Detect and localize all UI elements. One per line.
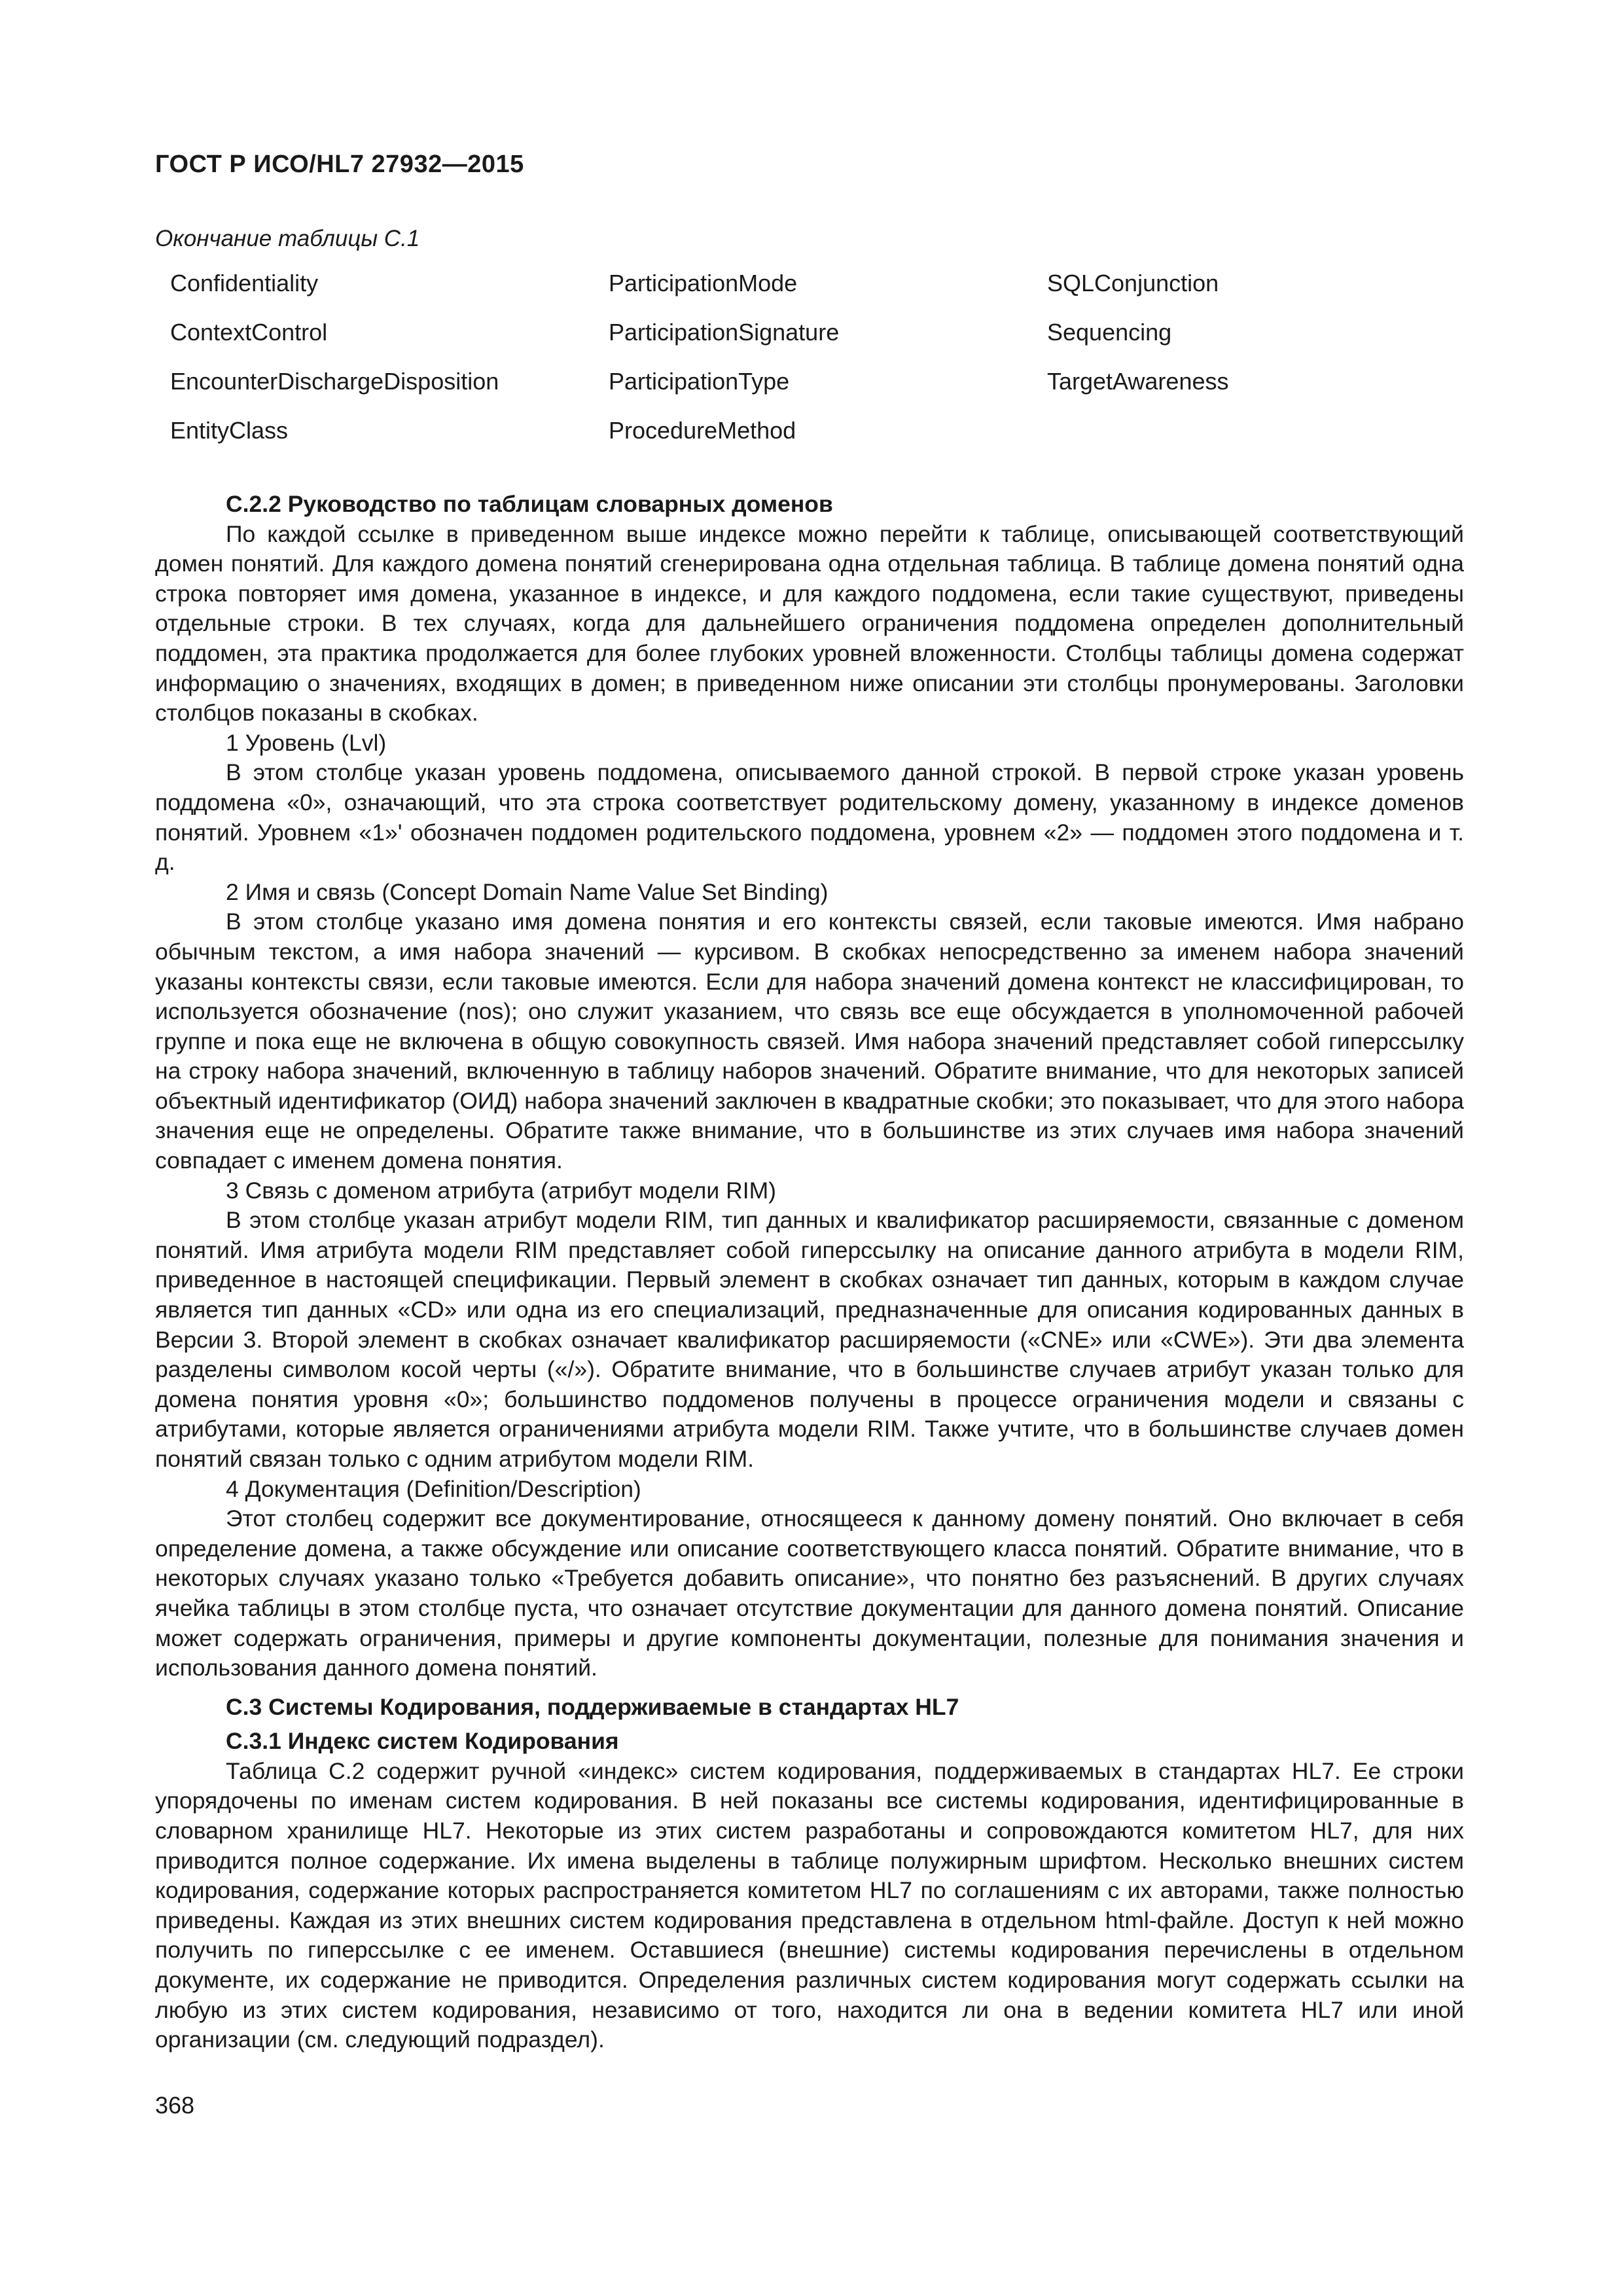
item-title-level: 1 Уровень (Lvl) (226, 729, 387, 756)
table-cell (1047, 417, 1440, 466)
table-cell: Confidentiality (170, 270, 319, 296)
item-title-documentation: 4 Документация (Definition/Description) (226, 1475, 641, 1502)
paragraph-intro: По каждой ссылке в приведенном выше индексе можно перейти к таблице, описывающей соответствующий домен понятий. Для каждого домена понятий сгенерирована одна отдельная таблица. В таблице домена понятий одна строка повторяет имя домена, указанное в индексе, и для каждого поддомена, если такие существуют, приведены отдельные строки. В тех случаях, когда для дальнейшего ограничения поддомена определен дополнительный поддомен, эта практика продолжается для более глубоких уровней вложенности. Столбцы таблицы домена содержат информацию о значениях, входящих в домен; в приведенном ниже описании эти столбцы пронумерованы. Заголовки столбцов показаны в скобках. (155, 520, 1464, 726)
paragraph-attribute: В этом столбце указан атрибут модели RIM, тип данных и квалификатор расширяемости, связанные с доменом понятий. Имя атрибута модели RIM представляет собой гиперссылку на описание данного атрибута в модели RIM, приведенное в настоящей спецификации. Первый элемент в скобках означает тип данных, которым в каждом случае является тип данных «CD» или одна из его специализаций, предназначенные для описания кодированных данных в Версии 3. Второй элемент в скобках означает квалификатор расширяемости («CNE» или «CWE»). Эти два элемента разделены символом косой черты («/»). Обратите внимание, что в большинстве случаев атрибут указан только для домена понятия уровня «0»; большинство поддоменов получены в процессе ограничения модели и связаны с атрибутами, которые является ограничениями атрибута модели RIM. Также учтите, что в большинстве случаев домен понятий связан только с одним атрибутом модели RIM. (155, 1207, 1464, 1472)
body-text (155, 490, 1464, 2055)
section-heading-c3: С.3 Системы Кодирования, поддерживаемые в стандартах HL7 (226, 1693, 959, 1720)
paragraph-documentation: Этот столбец содержит все документирование, относящееся к данному домену понятий. Оно включает в себя определение домена, а также обсуждение или описание соответствующего класса понятий. Обратите внимание, что в некоторых случаях указано только «Требуется добавить описание», что понятно без разъяснений. В других случаях ячейка таблицы в этом столбце пуста, что означает отсутствие документации для данного домена понятий. Описание может содержать ограничения, примеры и другие компоненты документации, полезные для понимания значения и использования данного домена понятий. (155, 1505, 1464, 1681)
paragraph-level: В этом столбце указан уровень поддомена, описываемого данной строкой. В первой строке указан уровень поддомена «0», означающий, что эта строка соответствует родительскому домену, указанному в индексе доменов понятий. Уровнем «1»' обозначен поддомен родительского поддомена, уровнем «2» — поддомен этого поддомена и т. д. (155, 759, 1464, 876)
paragraph-name-binding: В этом столбце указано имя домена понятия и его контексты связей, если таковые имеются. Имя набрано обычным текстом, а имя набора значений — курсивом. В скобках непосредственно за именем набора значений указаны контексты связи, если таковые имеются. Если для набора значений домена контекст не классифицирован, то используется обозначение (nos); оно служит указанием, что связь все еще обсуждается в уполномоченной рабочей группе и пока еще не включена в общую совокупность связей. Имя набора значений представляет собой гиперссылку на строку набора значений, включенную в таблицу наборов значений. Обратите внимание, что для некоторых записей объектный идентификатор (ОИД) набора значений заключен в квадратные скобки; это показывает, что для этого набора значения еще не определены. Обратите также внимание, что в большинстве из этих случаев имя набора значений совпадает с именем домена понятия. (155, 908, 1464, 1174)
page-number: 368 (155, 2092, 195, 2119)
table-cell: SQLConjunction (1047, 270, 1219, 296)
document-title: ГОСТ Р ИСО/HL7 27932—2015 (155, 151, 524, 178)
table-cell: EntityClass (170, 417, 289, 444)
table-cell: ProcedureMethod (609, 417, 796, 444)
table-cell: ParticipationType (609, 368, 790, 395)
paragraph-coding-systems: Таблица С.2 содержит ручной «индекс» систем кодирования, поддерживаемых в стандартах HL7. Ее строки упорядочены по именам систем кодирования. В ней показаны все системы кодирования, идентифицированные в словарном хранилище HL7. Некоторые из этих систем разработаны и сопровождаются комитетом HL7, для них приводится полное содержание. Их имена выделены в таблице полужирным шрифтом. Несколько внешних систем кодирования, содержание которых распространяется комитетом HL7 по соглашениям с их авторами, также полностью приведены. Каждая из этих внешних систем кодирования представлена в отдельном html-файле. Доступ к ней можно получить по гиперссылке с ее именем. Оставшиеся (внешние) системы кодирования перечислены в отдельном документе, их содержание не приводится. Определения различных систем кодирования могут содержать ссылки на любую из этих систем кодирования, независимо от того, находится ли она в ведении комитета HL7 или иной организации (см. следующий подраздел). (155, 1757, 1464, 2053)
table-cell: ParticipationSignature (609, 319, 840, 346)
table-cell: Sequencing (1047, 319, 1172, 346)
table-cell: TargetAwareness (1047, 368, 1229, 395)
table-caption: Окончание таблицы С.1 (155, 226, 420, 251)
table-cell: ParticipationMode (609, 270, 798, 296)
item-title-name-binding: 2 Имя и связь (Concept Domain Name Value Set Binding) (226, 878, 829, 905)
domain-index-table (170, 270, 1440, 466)
table-cell: ContextControl (170, 319, 328, 346)
section-heading-c22: С.2.2 Руководство по таблицам словарных доменов (226, 491, 833, 517)
section-heading-c31: С.3.1 Индекс систем Кодирования (226, 1727, 619, 1754)
table-cell: EncounterDischargeDisposition (170, 368, 499, 395)
item-title-attribute: 3 Связь с доменом атрибута (атрибут модели RIM) (226, 1177, 776, 1204)
